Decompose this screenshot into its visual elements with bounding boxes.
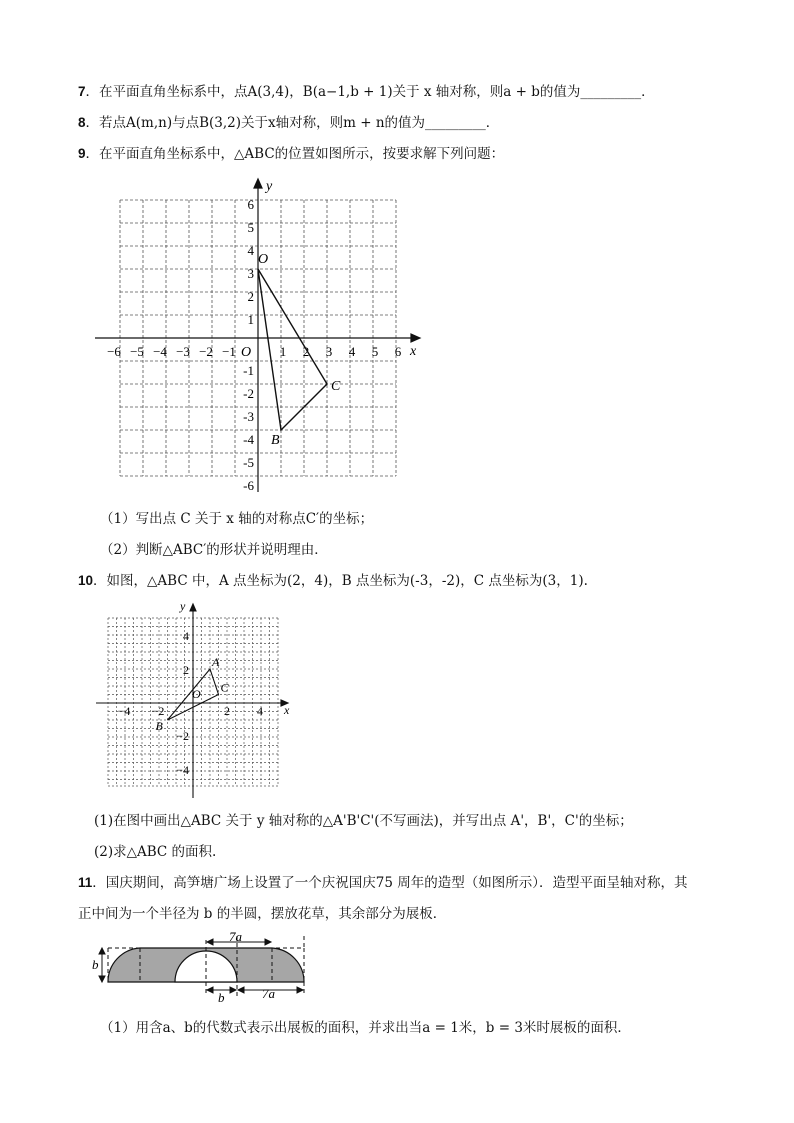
x-tick: 1 <box>279 344 287 359</box>
label-b-left: b <box>92 957 99 972</box>
question-text: ．如图，△ABC 中，A 点坐标为(2，4)，B 点坐标为(-3，-2)，C 点坐标为(3，1). <box>93 573 588 589</box>
q11-subquestion-1: （1）用含a、b的代数式表示出展板的面积，并求出当a = 1米，b = 3米时展板的面积． <box>100 1020 631 1036</box>
question-7 <box>78 83 655 101</box>
q9-triangle <box>258 269 327 430</box>
question-number: 11 <box>78 875 93 890</box>
y-axis-label: y <box>266 179 273 194</box>
x-tick: 5 <box>371 344 379 359</box>
question-number: 8 <box>78 115 86 130</box>
x-tick: −5 <box>130 344 144 359</box>
x-tick: −2 <box>151 704 165 718</box>
y-tick: -1 <box>243 363 254 378</box>
point-label-b: B <box>271 433 280 448</box>
q11-display-board-figure <box>92 932 317 1004</box>
y-tick: -4 <box>243 432 254 447</box>
x-tick: −3 <box>176 344 190 359</box>
q9-coordinate-figure <box>90 172 430 502</box>
y-tick: -5 <box>243 455 254 470</box>
point-label-c: C <box>331 379 341 394</box>
label-7a-bottom: 7a <box>262 986 275 1001</box>
x-axis-label: x <box>284 703 290 717</box>
point-label-b: B <box>155 719 163 733</box>
question-text: ．在平面直角坐标系中，△ABC的位置如图所示，按要求解下列问题： <box>85 146 505 162</box>
question-end: ． <box>485 115 500 131</box>
q10-axes <box>96 604 288 798</box>
q9-subquestion-2: （2）判断△ABC′的形状并说明理由． <box>100 542 328 558</box>
y-axis-label: y <box>180 599 186 613</box>
point-label-c: C <box>220 680 229 695</box>
x-tick-labels <box>107 344 402 359</box>
q9-subquestion-1: （1）写出点 C 关于 x 轴的对称点C′的坐标； <box>100 511 374 527</box>
q10-coordinate-figure <box>92 598 302 803</box>
label-b-bottom: b <box>218 990 225 1004</box>
y-tick: 5 <box>247 220 254 235</box>
answer-blank: _________ <box>580 84 642 100</box>
question-number: 9 <box>78 146 86 161</box>
y-tick: 3 <box>247 266 254 281</box>
x-tick: −4 <box>117 704 131 718</box>
y-tick: −2 <box>176 729 189 743</box>
y-tick: 1 <box>247 312 254 327</box>
y-tick: 4 <box>183 629 189 643</box>
x-tick: 3 <box>325 344 333 359</box>
q10-subquestion-1: (1)在图中画出△ABC 关于 y 轴对称的△A'B'C'(不写画法)，并写出点 A'，B'，C'的坐标； <box>94 813 633 829</box>
question-11-continued: 正中间为一个半径为 b 的半圆，摆放花草，其余部分为展板． <box>78 906 447 922</box>
x-tick: 4 <box>348 344 356 359</box>
x-axis-label: x <box>410 344 417 359</box>
y-tick: -2 <box>243 386 254 401</box>
x-tick: 2 <box>302 344 310 359</box>
q10-subquestion-2: (2)求△ABC 的面积. <box>94 844 217 860</box>
q9-axes <box>95 179 420 492</box>
x-tick: −4 <box>153 344 167 359</box>
question-11 <box>78 874 688 892</box>
question-text: ．若点A(m,n)与点B(3,2)关于x轴对称，则m + n的值为 <box>85 115 426 131</box>
point-label-a: A <box>212 655 220 669</box>
y-tick: 6 <box>247 197 254 212</box>
question-9 <box>78 145 504 163</box>
answer-blank: _________ <box>425 115 486 131</box>
y-tick: −4 <box>176 763 189 777</box>
label-7a-top: 7a <box>229 932 242 944</box>
question-number: 10 <box>78 573 94 588</box>
x-tick: −1 <box>222 344 236 359</box>
y-tick: 4 <box>247 243 254 258</box>
x-tick: −6 <box>107 344 121 359</box>
question-text: ．国庆期间，高笋塘广场上设置了一个庆祝国庆75 周年的造型（如图所示）．造型平面呈轴对称，其 <box>92 875 688 891</box>
y-tick: -6 <box>243 478 254 493</box>
question-number: 7 <box>78 84 86 99</box>
y-tick: 2 <box>247 289 254 304</box>
x-tick: 4 <box>257 704 263 718</box>
x-tick-labels <box>118 704 263 718</box>
question-text: ．在平面直角坐标系中，点A(3,4)，B(a−1,b + 1)关于 x 轴对称，则a + b的值为 <box>85 84 581 100</box>
x-tick: −2 <box>199 344 213 359</box>
y-tick: 2 <box>183 663 189 677</box>
origin-label: O <box>192 687 201 701</box>
question-8 <box>78 114 499 132</box>
x-tick: 6 <box>394 344 402 359</box>
question-10 <box>78 572 588 590</box>
y-tick: -3 <box>243 409 254 424</box>
origin-label: O <box>241 345 252 360</box>
point-label-o: O <box>258 252 269 267</box>
x-tick: 2 <box>224 704 230 718</box>
question-end: ． <box>641 84 655 100</box>
